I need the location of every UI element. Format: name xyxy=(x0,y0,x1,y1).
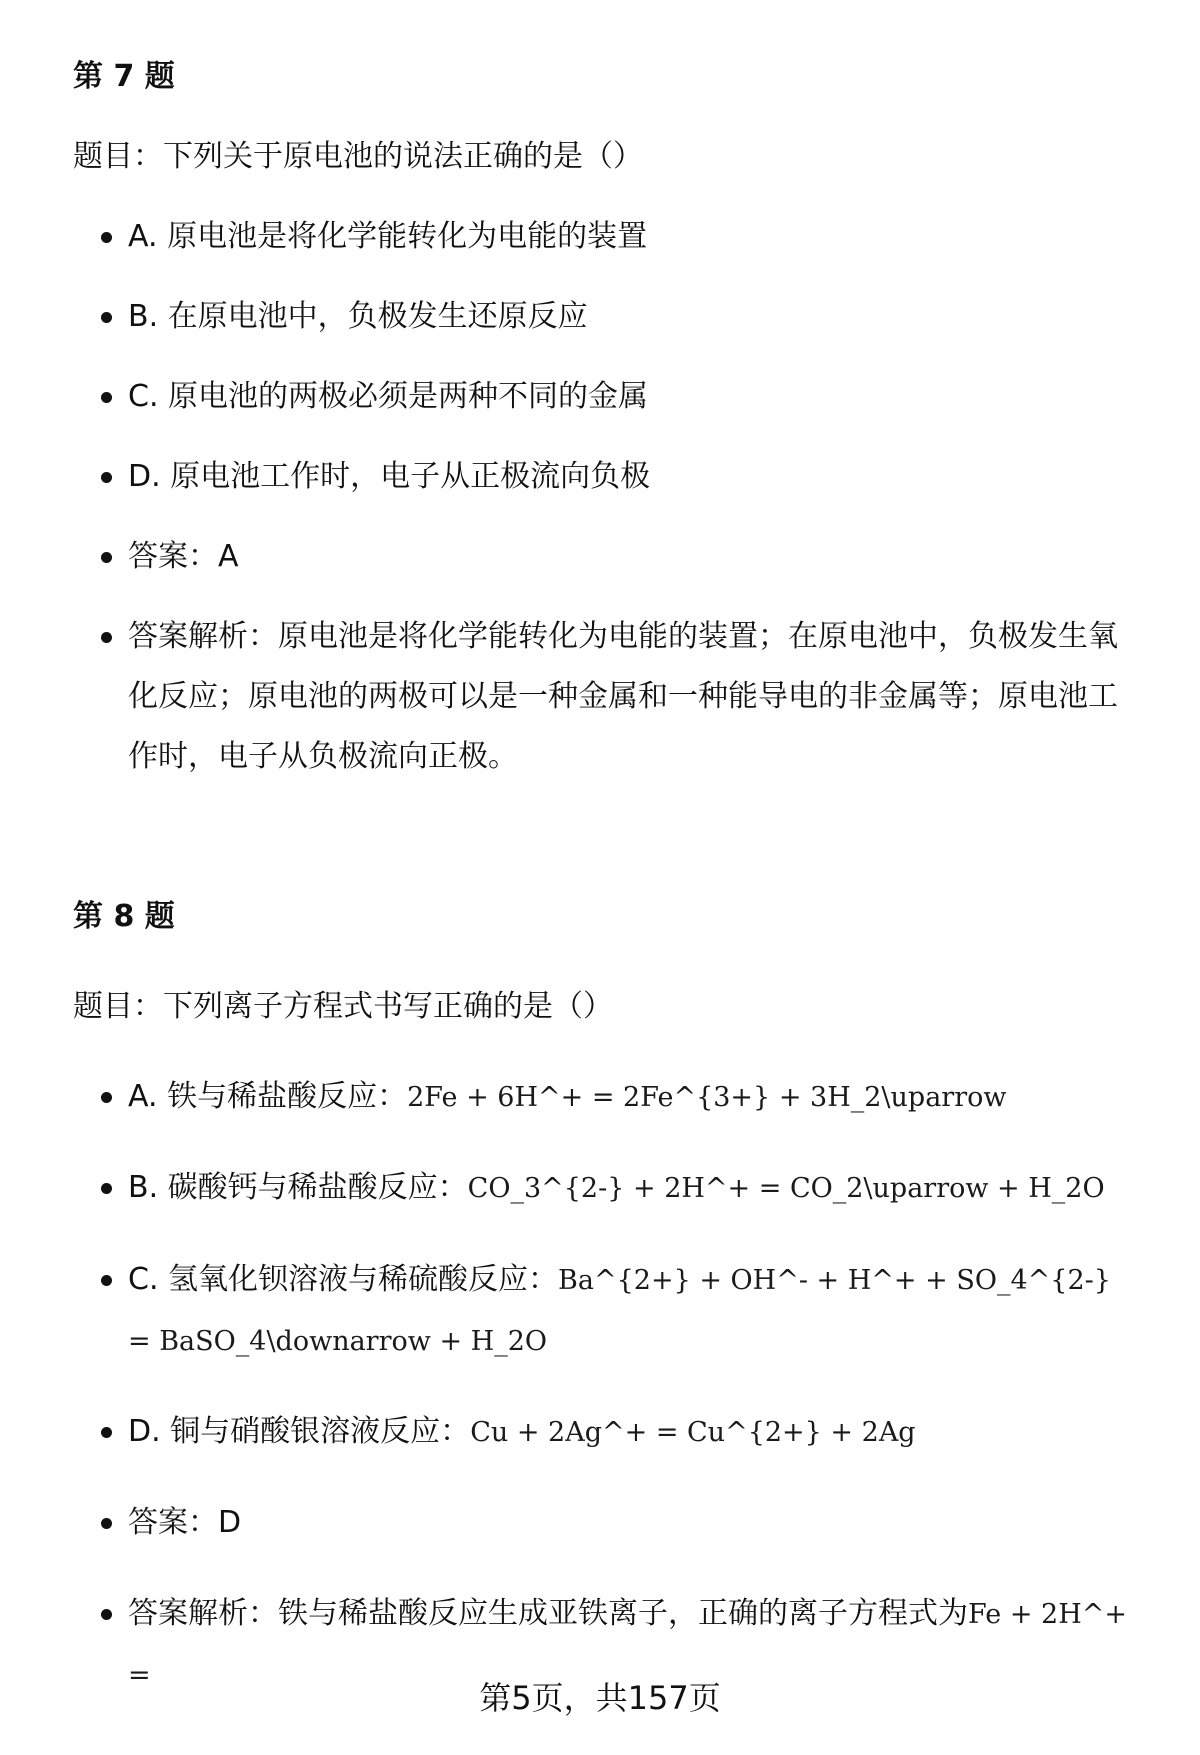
q7-answer-text: 答案：A xyxy=(128,539,239,574)
q7-option-d-text: D. 原电池工作时，电子从正极流向负极 xyxy=(128,459,651,494)
page-number-footer: 第5页，共157页 xyxy=(479,1679,721,1717)
question-8-stem: 题目：下列离子方程式书写正确的是（） xyxy=(73,989,613,1024)
q7-explanation xyxy=(128,607,1138,787)
q7-option-d xyxy=(128,447,1138,507)
q8-option-b-label: B. 碳酸钙与稀盐酸反应： xyxy=(128,1170,468,1205)
bullet-icon xyxy=(101,1427,112,1438)
q8-option-d-label: D. 铜与硝酸银溶液反应： xyxy=(128,1414,471,1449)
bullet-icon xyxy=(101,392,112,403)
q8-option-c-formula: Ba^{2+} + OH^- + H^+ + SO_4^{2-} = BaSO_4\downarrow + H_2O xyxy=(128,1265,1111,1357)
bullet-icon xyxy=(101,1183,112,1194)
q8-option-c-label: C. 氢氧化钡溶液与稀硫酸反应： xyxy=(128,1262,559,1297)
q8-option-b xyxy=(128,1158,1138,1219)
q7-option-c-text: C. 原电池的两极必须是两种不同的金属 xyxy=(128,379,649,414)
q7-explanation-text: 答案解析：原电池是将化学能转化为电能的装置；在原电池中，负极发生氧化反应；原电池的两极可以是一种金属和一种能导电的非金属等；原电池工作时，电子从负极流向正极。 xyxy=(128,619,1118,774)
q8-option-c xyxy=(128,1250,1138,1372)
q8-explanation-formula: Fe + 2H^+ = xyxy=(128,1599,1127,1691)
question-7-heading: 第 7 题 xyxy=(73,59,175,94)
q8-option-b-formula: CO_3^{2-} + 2H^+ = CO_2\uparrow + H_2O xyxy=(467,1173,1105,1204)
q8-answer xyxy=(128,1493,1138,1553)
q7-option-a xyxy=(128,207,1138,267)
q8-option-a-formula: 2Fe + 6H^+ = 2Fe^{3+} + 3H_2\uparrow xyxy=(407,1082,1007,1113)
bullet-icon xyxy=(101,232,112,243)
bullet-icon xyxy=(101,1092,112,1103)
bullet-icon xyxy=(101,1518,112,1529)
q8-explanation-text: 答案解析：铁与稀盐酸反应生成亚铁离子，正确的离子方程式为 xyxy=(128,1596,968,1631)
q8-option-d-formula: Cu + 2Ag^+ = Cu^{2+} + 2Ag xyxy=(470,1417,916,1448)
bullet-icon xyxy=(101,552,112,563)
bullet-icon xyxy=(101,1275,112,1286)
q7-option-a-text: A. 原电池是将化学能转化为电能的装置 xyxy=(128,219,648,254)
question-8-heading: 第 8 题 xyxy=(73,899,175,934)
bullet-icon xyxy=(101,632,112,643)
q7-option-c xyxy=(128,367,1138,427)
q8-option-a xyxy=(128,1067,1138,1128)
bullet-icon xyxy=(101,312,112,323)
q8-option-a-label: A. 铁与稀盐酸反应： xyxy=(128,1079,408,1114)
q7-answer xyxy=(128,527,1138,587)
q7-option-b-text: B. 在原电池中，负极发生还原反应 xyxy=(128,299,588,334)
q7-option-b xyxy=(128,287,1138,347)
question-7-stem: 题目：下列关于原电池的说法正确的是（） xyxy=(73,139,643,174)
q8-answer-text: 答案：D xyxy=(128,1505,242,1540)
q8-option-d xyxy=(128,1402,1138,1463)
bullet-icon xyxy=(101,1609,112,1620)
bullet-icon xyxy=(101,472,112,483)
